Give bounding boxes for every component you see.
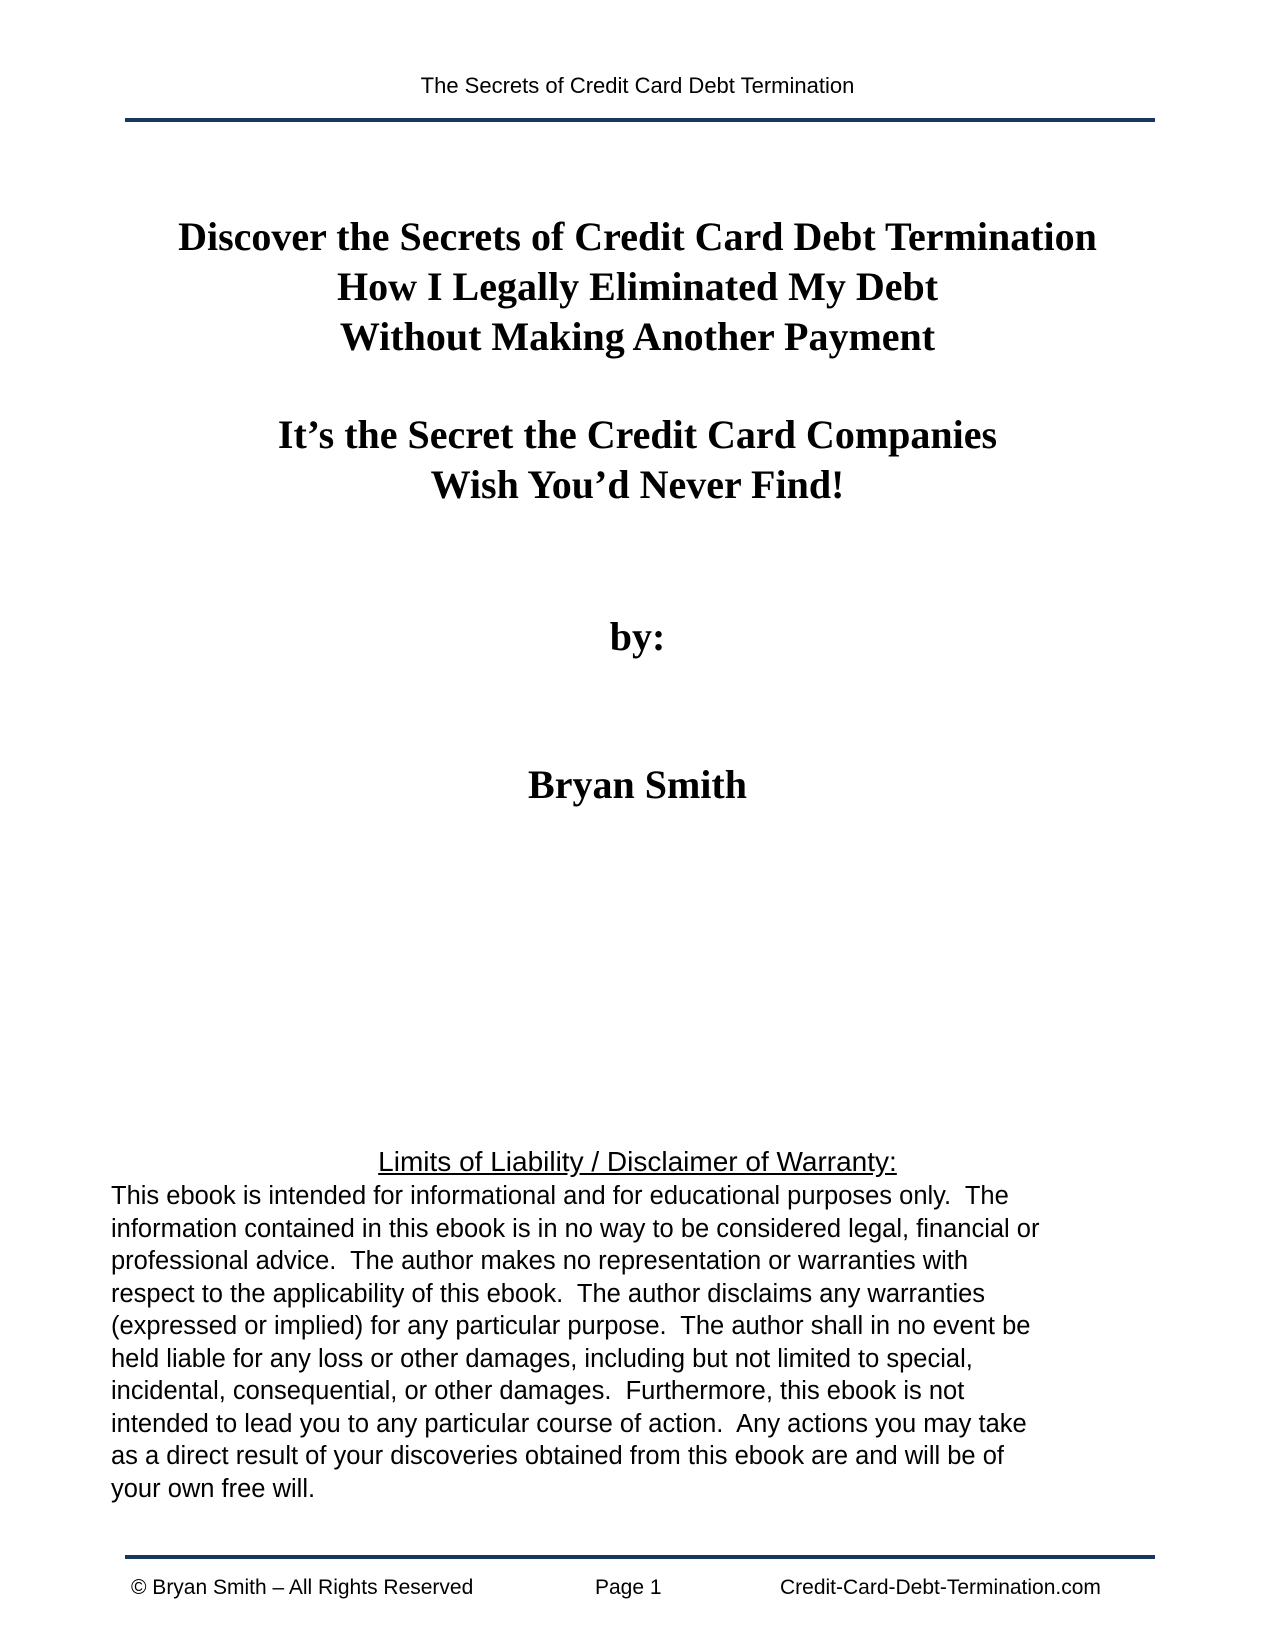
- book-title: [0, 212, 1275, 362]
- title-line: Without Making Another Payment: [339, 314, 936, 359]
- subtitle-line: Wish You’d Never Find!: [430, 462, 845, 507]
- footer-copyright: © Bryan Smith – All Rights Reserved: [131, 1576, 474, 1599]
- subtitle-line: It’s the Secret the Credit Card Companies: [277, 412, 998, 457]
- disclaimer-line: your own free will.: [111, 1474, 316, 1503]
- disclaimer-line: held liable for any loss or other damages, including but not limited to special,: [111, 1344, 973, 1373]
- disclaimer-body: [111, 1180, 1191, 1505]
- footer-rule: [125, 1555, 1155, 1559]
- disclaimer-line: respect to the applicability of this ebook. The author disclaims any warranties: [111, 1279, 986, 1308]
- footer-website: Credit-Card-Debt-Termination.com: [780, 1576, 1101, 1599]
- author-name: Bryan Smith: [528, 762, 747, 807]
- disclaimer-heading: Limits of Liability / Disclaimer of Warranty:: [378, 1146, 897, 1177]
- by-label: by:: [609, 614, 666, 659]
- header-rule: [125, 118, 1155, 122]
- disclaimer-line: as a direct result of your discoveries obtained from this ebook are and will be of: [111, 1442, 1004, 1470]
- title-line: How I Legally Eliminated My Debt: [336, 264, 939, 309]
- title-line: Discover the Secrets of Credit Card Debt Termination: [178, 214, 1097, 259]
- disclaimer-line: information contained in this ebook is in no way to be considered legal, financial or: [111, 1214, 1040, 1243]
- book-subtitle: [0, 410, 1275, 510]
- disclaimer-line: incidental, consequential, or other damages. Furthermore, this ebook is not: [111, 1377, 965, 1405]
- disclaimer-line: (expressed or implied) for any particular purpose. The author shall in no event be: [111, 1312, 1031, 1340]
- disclaimer-line: This ebook is intended for informational and for educational purposes only. The: [111, 1182, 1009, 1210]
- footer-page-number: Page 1: [595, 1576, 662, 1599]
- disclaimer-line: professional advice. The author makes no representation or warranties with: [111, 1247, 969, 1275]
- running-header: The Secrets of Credit Card Debt Termination: [420, 73, 855, 98]
- disclaimer-line: intended to lead you to any particular course of action. Any actions you may take: [111, 1409, 1027, 1438]
